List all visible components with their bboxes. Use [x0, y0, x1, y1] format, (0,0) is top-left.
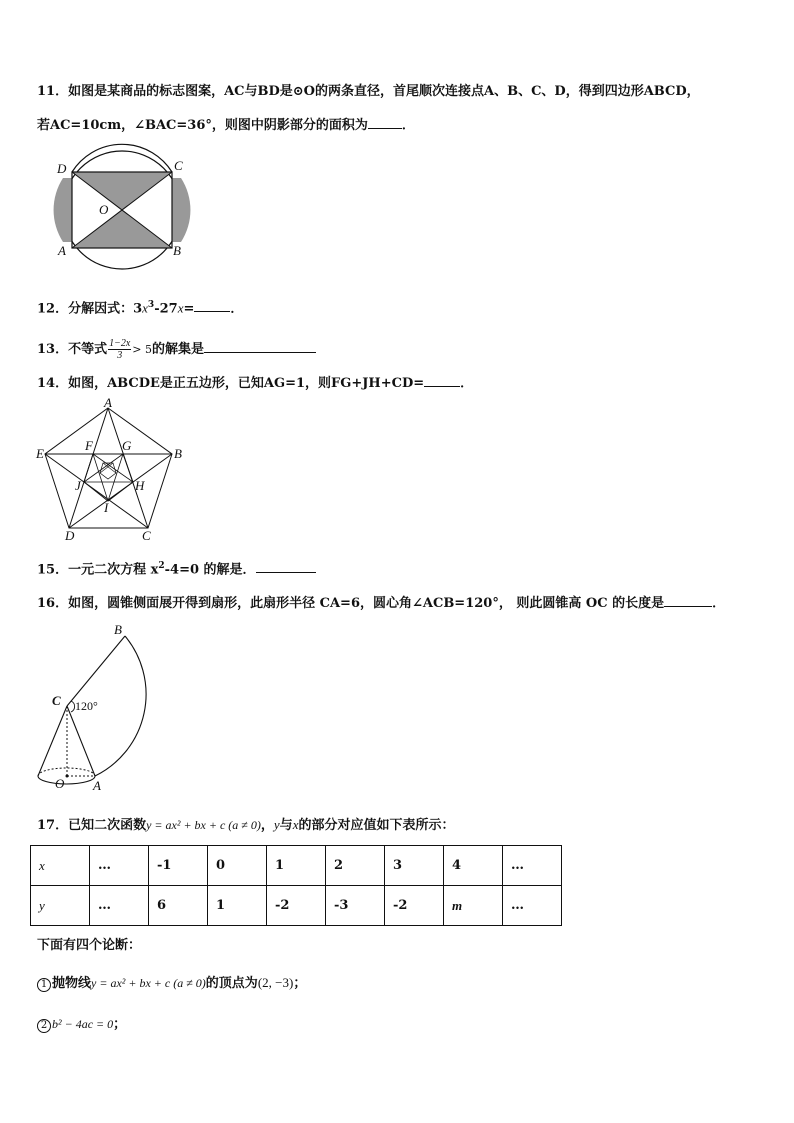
q17-intro-post: 的部分对应值如下表所示： — [298, 818, 455, 833]
table-cell: y — [31, 886, 90, 926]
q16-cone-right-side — [67, 706, 95, 776]
q13-text — [37, 338, 316, 361]
q12-end: ． — [230, 301, 244, 317]
q11-shade-left — [54, 178, 72, 242]
q15-answer-blank[interactable] — [256, 560, 316, 573]
q14-text — [37, 374, 473, 392]
q14-label-e: E — [36, 446, 44, 461]
q12-pre: 12．分解因式：3 — [37, 301, 143, 317]
table-cell: -3 — [326, 886, 385, 926]
q13-numerator: 1−2x — [109, 338, 131, 349]
q12-mid: -27 — [154, 301, 178, 317]
table-cell: x — [31, 846, 90, 886]
q17-conclusions-title: 下面有四个论断： — [37, 938, 142, 953]
q11-figure — [48, 142, 198, 272]
q12-text — [37, 297, 243, 317]
q15-text — [37, 558, 316, 578]
q17-c1-marker: 1 — [37, 978, 51, 992]
q17-value-table — [30, 845, 562, 926]
q17-intro-comma: ， — [260, 818, 274, 833]
q11-label-d: D — [57, 161, 67, 176]
q17-intro-pre: 17．已知二次函数 — [37, 818, 147, 833]
q15-exponent: 2 — [158, 561, 165, 571]
table-row — [31, 886, 562, 926]
q13-answer-blank[interactable] — [204, 340, 316, 353]
q11-label-b: B — [173, 243, 181, 258]
table-cell: 4 — [444, 846, 503, 886]
table-cell: m — [444, 886, 503, 926]
q17-c2-expression: b² − 4ac = 0 — [52, 1017, 114, 1031]
q16-radius-cb — [67, 636, 125, 706]
q14-label-h: H — [135, 478, 145, 493]
q11-label-o: O — [99, 202, 109, 217]
q17-c1-post: ； — [293, 976, 307, 991]
q14-figure — [34, 395, 184, 543]
q17-c1-function: y = ax² + bx + c (a ≠ 0) — [91, 976, 206, 990]
q14-label-g: G — [122, 438, 132, 453]
table-cell: -2 — [267, 886, 326, 926]
q14-label-j: J — [75, 478, 81, 493]
q12-var-x: x — [142, 300, 148, 316]
q15-mid: -4=0 的解是． — [164, 562, 256, 578]
q14-label-c: C — [142, 528, 151, 543]
q16-text-pre: 16．如图，圆锥侧面展开得到扇形，此扇形半径 CA=6，圆心角∠ACB=120°， 则此圆锥高 OC 的长度是 — [37, 596, 665, 611]
q14-label-a: A — [104, 395, 112, 410]
q16-text-post: ． — [712, 596, 726, 611]
q11-text-line2-pre: 若AC=10cm，∠BAC=36°，则图中阴影部分的面积为 — [37, 118, 368, 133]
q17-conclusion-1 — [37, 975, 306, 992]
q17-c1-mid: 的顶点为 — [205, 976, 258, 991]
table-cell: … — [90, 846, 149, 886]
q12-exponent: 3 — [147, 300, 155, 310]
q14-text-pre: 14．如图，ABCDE是正五边形，已知AG=1，则FG+JH+CD= — [37, 376, 425, 391]
q11-label-a: A — [58, 243, 66, 258]
table-cell: 3 — [385, 846, 444, 886]
table-cell: … — [503, 886, 562, 926]
q17-c2-marker: 2 — [37, 1019, 51, 1033]
q17-c1-vertex: (2, −3) — [257, 975, 294, 990]
q16-sector-arc — [95, 636, 146, 776]
q11-shade-right — [172, 178, 190, 242]
q12-var-x2: x — [177, 300, 184, 316]
q13-fraction — [108, 338, 131, 361]
q11-answer-blank[interactable] — [368, 116, 402, 129]
q14-label-b: B — [174, 446, 182, 461]
q16-label-c: C — [52, 693, 61, 708]
q17-var-x: x — [292, 817, 299, 832]
table-cell: 1 — [267, 846, 326, 886]
q16-text — [37, 594, 725, 612]
q13-post: 的解集是 — [152, 342, 205, 357]
q13-denominator: 3 — [117, 350, 123, 361]
q16-label-a: A — [93, 778, 101, 793]
table-cell: 1 — [208, 886, 267, 926]
q14-label-f: F — [85, 438, 93, 453]
q13-relation: > 5 — [132, 343, 152, 356]
q17-function: y = ax² + bx + c (a ≠ 0) — [146, 818, 261, 832]
q15-pre: 15．一元二次方程 x — [37, 562, 159, 578]
q16-label-b: B — [114, 622, 122, 637]
q14-answer-blank[interactable] — [424, 374, 460, 387]
q11-label-c: C — [174, 158, 183, 173]
q17-intro — [37, 817, 454, 834]
q17-var-y: y — [273, 817, 280, 832]
q17-intro-and: 与 — [279, 818, 293, 833]
q14-label-i: I — [104, 500, 109, 515]
q11-text-line2-post: ． — [401, 118, 415, 133]
q16-answer-blank[interactable] — [664, 594, 712, 607]
table-cell: 2 — [326, 846, 385, 886]
q11-text-line1: 11．如图是某商品的标志图案，AC与BD是⊙O的两条直径，首尾顺次连接点A、B、C、D，得到四边形ABCD， — [37, 84, 700, 99]
q12-equals: = — [183, 301, 195, 317]
q16-label-o: O — [55, 776, 65, 791]
table-cell: -2 — [385, 886, 444, 926]
q16-angle-label: 120° — [75, 699, 98, 713]
table-cell: -1 — [149, 846, 208, 886]
table-cell: 0 — [208, 846, 267, 886]
q17-conclusion-2 — [37, 1016, 126, 1033]
table-cell: 6 — [149, 886, 208, 926]
q14-text-post: ． — [460, 376, 474, 391]
q13-pre: 13．不等式 — [37, 342, 108, 357]
table-cell: … — [90, 886, 149, 926]
q12-answer-blank[interactable] — [194, 299, 230, 312]
q14-inner-pentagon — [84, 454, 133, 501]
q16-figure — [30, 616, 170, 796]
q14-label-d: D — [65, 528, 75, 543]
q17-c1-pre: 抛物线 — [52, 976, 92, 991]
q17-c2-post: ； — [113, 1017, 127, 1032]
q11-text-line2 — [37, 116, 415, 134]
table-row — [31, 846, 562, 886]
q16-cone-left-side — [38, 706, 67, 776]
table-cell: … — [503, 846, 562, 886]
